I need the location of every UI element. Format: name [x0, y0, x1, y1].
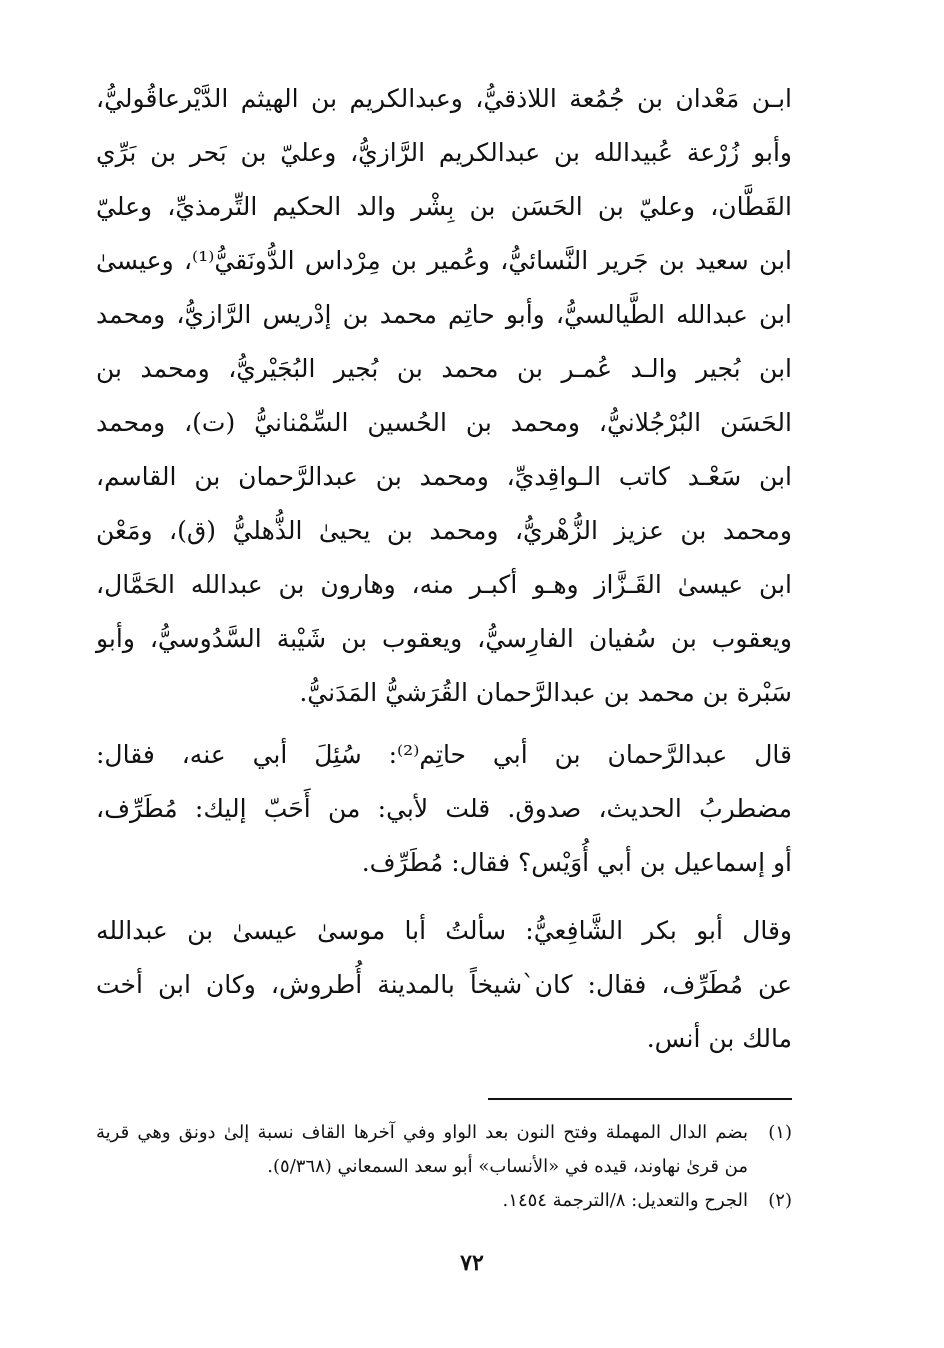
paragraph-shafii-quote	[96, 904, 792, 1066]
text-line: وقال أبو بكر الشَّافِعيُّ: سألتُ أبا موسىٰ عيسىٰ بن عبدالله	[96, 916, 792, 945]
footnote-text	[96, 1116, 748, 1184]
footnote-number: (٢)	[768, 1190, 792, 1211]
footnote-line: بضم الدال المهملة وفتح النون بعد الواو وفي آخرها القاف نسبة إلىٰ دونق وهي قرية	[96, 1122, 748, 1143]
paragraph-abi-hatim-quote	[96, 728, 792, 890]
footnote-2	[96, 1184, 792, 1218]
footnote-number: (١)	[768, 1122, 792, 1143]
text-line: ابن سَعْـد كاتب الـواقِديِّ، ومحمد بن عبدالرَّحمان بن القاسم،	[96, 462, 792, 491]
footnote-1	[96, 1116, 792, 1184]
footnote-text	[96, 1184, 748, 1218]
text-line: عن مُطَرِّف، فقال: كان`شيخاً بالمدينة أُطروش، وكان ابن أخت	[96, 970, 792, 999]
text-line: ابن عيسىٰ القَـزَّاز وهـو أكبـر منه، وهارون بن عبدالله الحَمَّال،	[96, 570, 792, 599]
text-line: ويعقوب بن سُفيان الفارِسيُّ، ويعقوب بن شَيْبة السَّدُوسيُّ، وأبو	[96, 624, 792, 653]
text-line: قال عبدالرَّحمان بن أبي حاتِم⁽²⁾: سُئِلَ أبي عنه، فقال:	[96, 740, 792, 769]
text-line: مالك بن أنس.	[646, 1024, 792, 1053]
footnote-divider	[488, 1098, 792, 1100]
text-line: القَطَّان، وعليّ بن الحَسَن بن بِشْر والد الحكيم التِّرمذيِّ، وعليّ	[96, 192, 792, 221]
text-line: مضطربُ الحديث، صدوق. قلت لأبي: من أَحَبّ إليك: مُطَرِّف،	[96, 794, 792, 823]
text-line: ابن عبدالله الطَّيالسيُّ، وأبو حاتِم محمد بن إدْريس الرَّازيُّ، ومحمد	[96, 300, 792, 329]
footnote-line: الجرح والتعديل: ٨/الترجمة ١٤٥٤.	[502, 1190, 748, 1211]
page-number: ٧٢	[460, 1250, 484, 1276]
paragraph-narrators-list	[96, 72, 792, 720]
text-line: أو إسماعيل بن أبي أُوَيْس؟ فقال: مُطَرِّف.	[361, 848, 792, 877]
text-line: ابـن مَعْدان بن جُمُعة اللاذقيُّ، وعبدالكريم بن الهيثم الدَّيْرعاقُوليُّ،	[96, 84, 792, 113]
text-line: سَبْرة بن محمد بن عبدالرَّحمان القُرَشيُّ المَدَنيُّ.	[299, 678, 792, 707]
text-line: الحَسَن البُرْجُلانيُّ، ومحمد بن الحُسين السِّمْنانيُّ (ت)، ومحمد	[96, 408, 792, 437]
text-line: ابن بُجير والـد عُمـر بن محمد بن بُجير البُجَيْريُّ، ومحمد بن	[96, 354, 792, 383]
text-line: وأبو زُرْعة عُبيدالله بن عبدالكريم الرَّازيُّ، وعليّ بن بَحر بن بَرِّي	[96, 138, 792, 167]
text-line: ابن سعيد بن جَرير النَّسائيُّ، وعُمير بن مِرْداس الدُّونَقيُّ⁽¹⁾، وعيسىٰ	[96, 246, 792, 275]
footnote-line: من قرىٰ نهاوند، قيده في «الأنساب» أبو سعد السمعاني (٥/٣٦٨).	[267, 1156, 748, 1177]
footnotes	[96, 1116, 792, 1218]
text-line: ومحمد بن عزيز الزُّهْريُّ، ومحمد بن يحيىٰ الذُّهليُّ (ق)، ومَعْن	[96, 516, 792, 545]
